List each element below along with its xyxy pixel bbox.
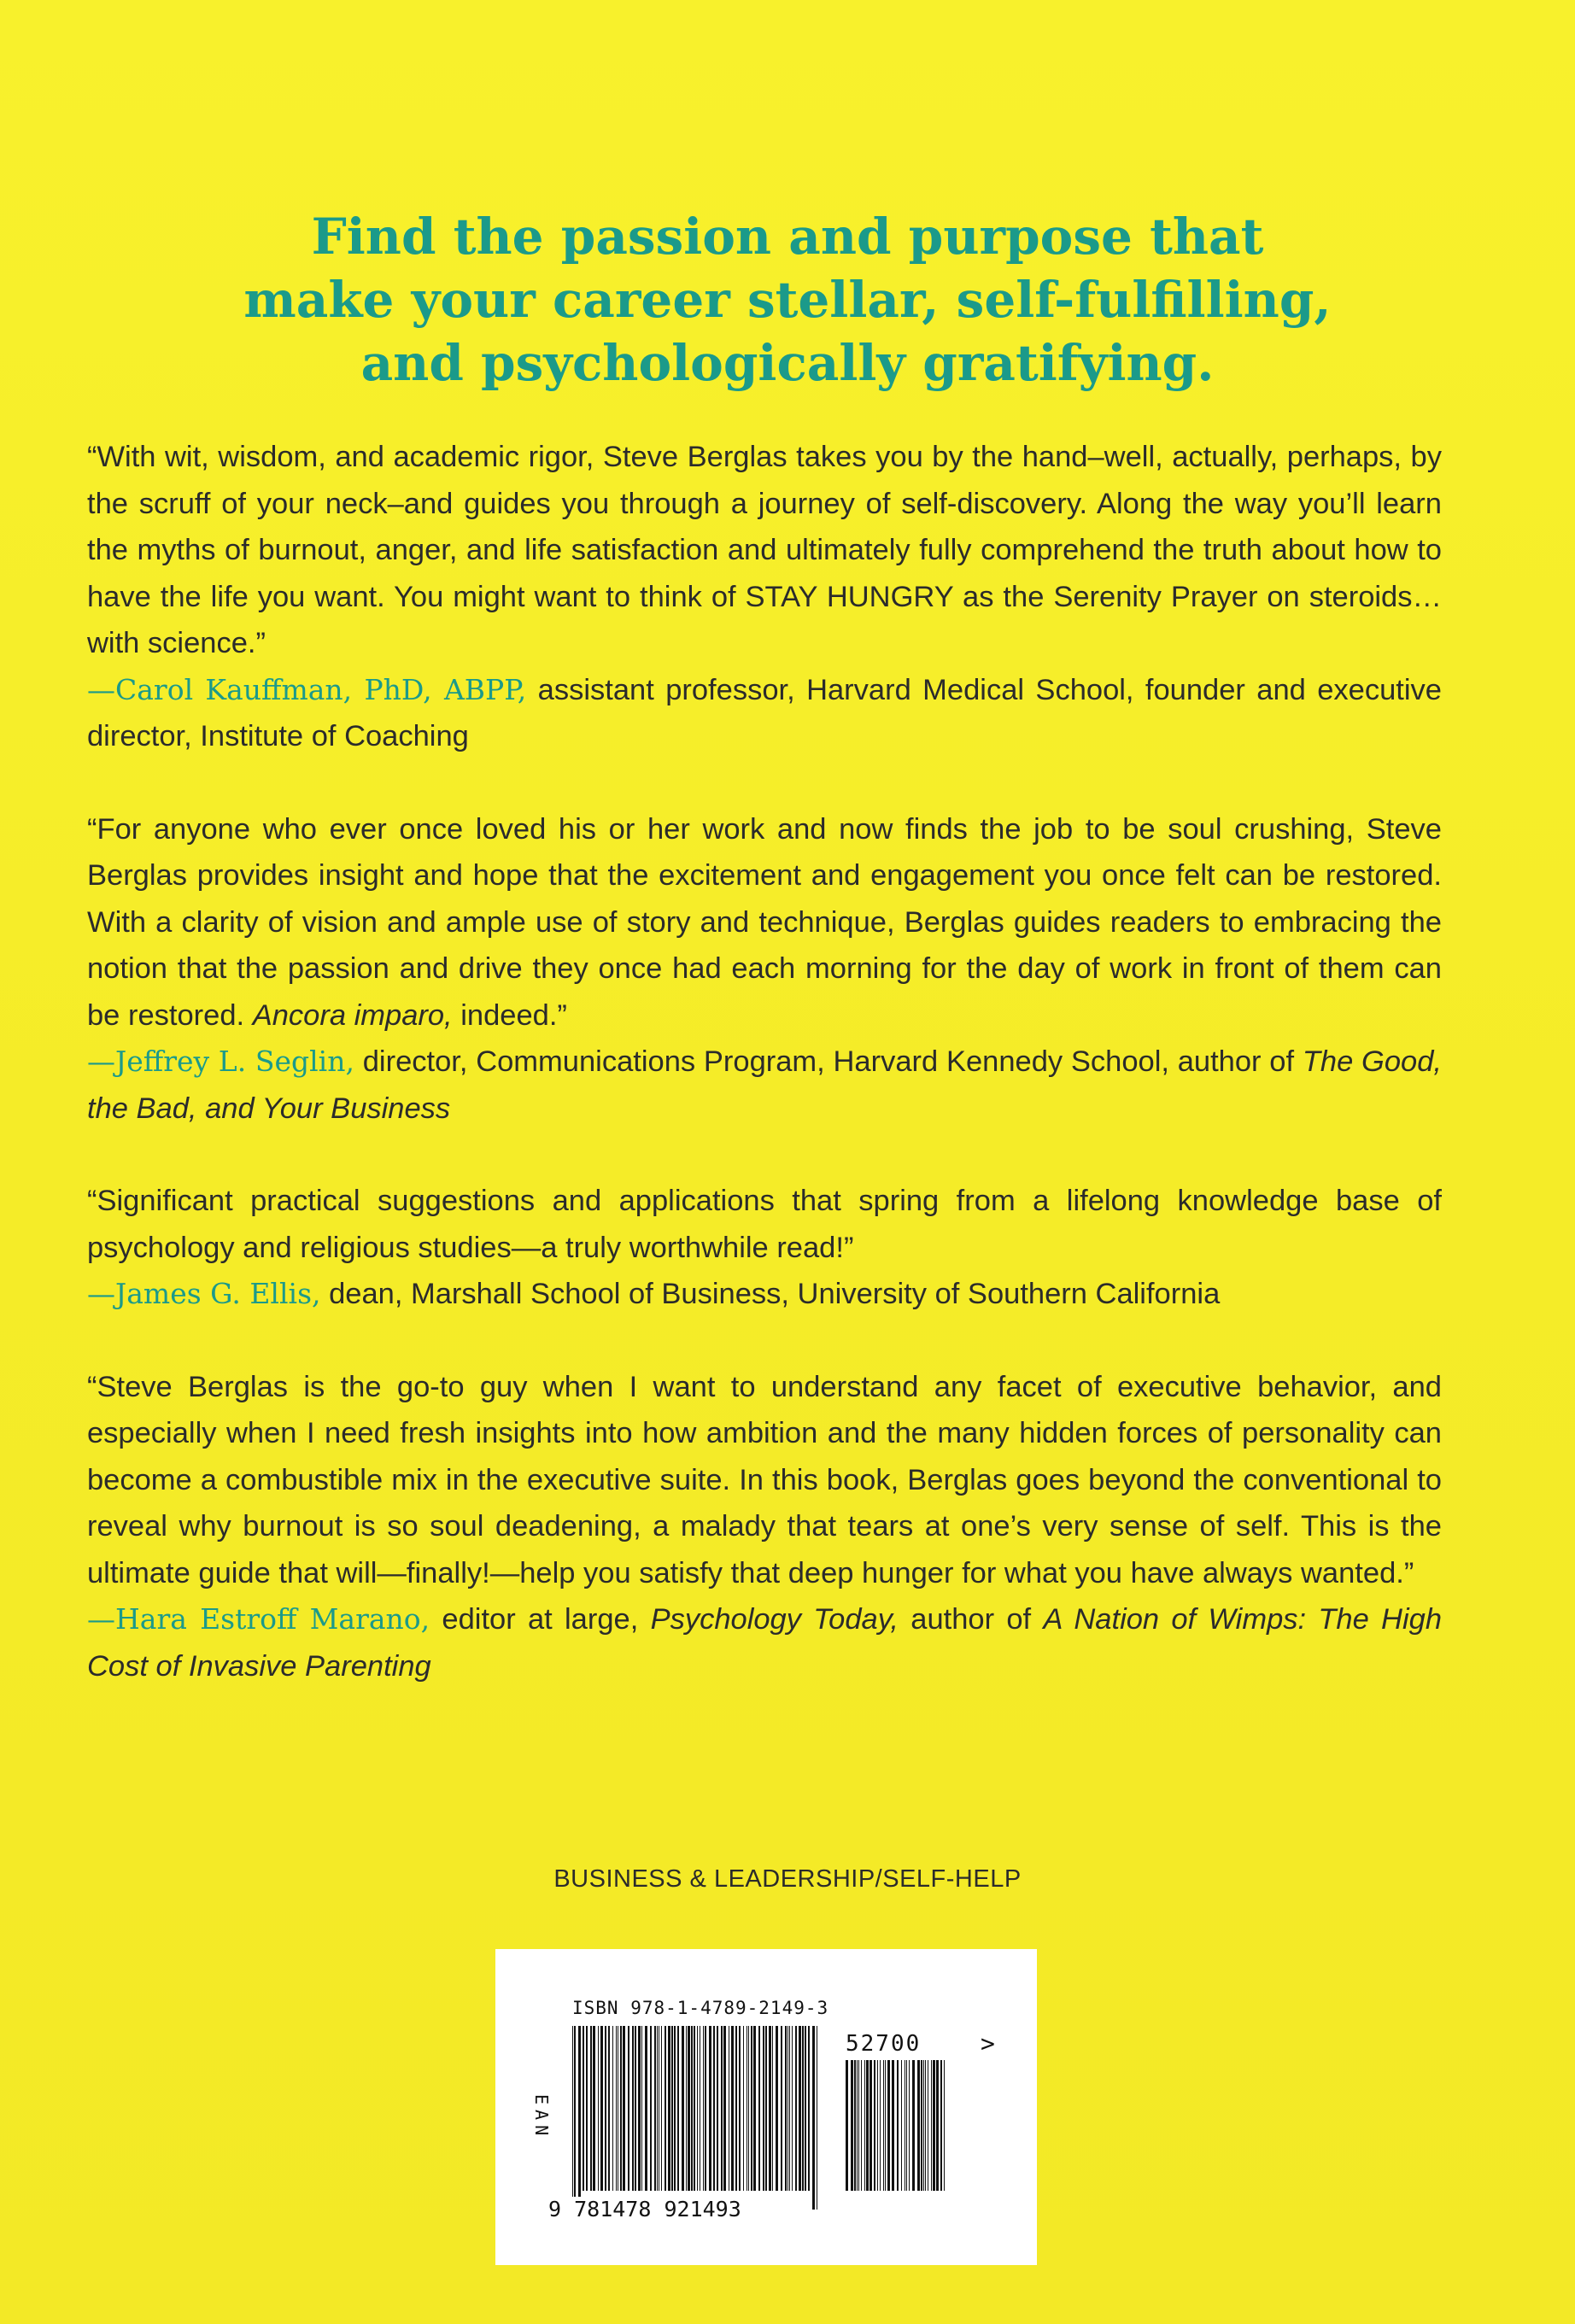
barcode-bar bbox=[874, 2060, 875, 2191]
barcode-bar bbox=[665, 2026, 666, 2191]
barcode-bar bbox=[781, 2026, 782, 2191]
barcode-bar bbox=[709, 2026, 711, 2191]
barcode-bar bbox=[925, 2060, 926, 2191]
endorser-role-2: author of bbox=[899, 1603, 1044, 1636]
barcode-bar bbox=[705, 2026, 706, 2191]
barcode-bar bbox=[713, 2026, 715, 2191]
barcode-bar bbox=[758, 2026, 760, 2191]
barcode-bar bbox=[641, 2026, 642, 2191]
endorser-role: director, Communications Program, Harvard Kennedy School, author of bbox=[354, 1045, 1303, 1078]
barcode-bar bbox=[583, 2026, 584, 2191]
headline-line-1: Find the passion and purpose that bbox=[311, 208, 1264, 266]
barcode-bar bbox=[691, 2026, 693, 2191]
barcode-bar bbox=[854, 2060, 856, 2191]
barcode-bar bbox=[912, 2060, 915, 2191]
barcode-bar bbox=[883, 2060, 884, 2191]
barcode-bar bbox=[721, 2026, 723, 2191]
endorser-name: —Hara Estroff Marano, bbox=[87, 1602, 430, 1636]
endorser-name: —James G. Ellis, bbox=[87, 1277, 321, 1310]
endorsement-4 bbox=[87, 1364, 1442, 1690]
barcode-bar bbox=[620, 2026, 622, 2191]
endorser-name: —Jeffrey L. Seglin, bbox=[87, 1045, 354, 1078]
barcode-bar bbox=[921, 2060, 922, 2191]
barcode-bar bbox=[578, 2026, 581, 2210]
barcode-bar bbox=[574, 2026, 576, 2210]
barcode-bar bbox=[751, 2026, 752, 2191]
barcode-bar bbox=[661, 2026, 662, 2191]
barcode-bar bbox=[605, 2026, 606, 2191]
endorsement-quote: “Steve Berglas is the go-to guy when I want to understand any facet of executive behavior, and especially when I need fresh insights into how ambition and the many hidden forces of personality can become a combustible mix in the executive suite. In this book, Berglas goes beyond the conventional to reveal why burnout is so soul deadening, a malady that tears at one’s very sense of self. This is the ultimate guide that will—finally!—help you satisfy that deep hunger for what you have always wanted.” bbox=[87, 1370, 1442, 1589]
ean-barcode bbox=[572, 2026, 820, 2210]
barcode-bar bbox=[869, 2060, 872, 2191]
barcode-bar bbox=[769, 2026, 771, 2191]
barcode-bar bbox=[931, 2060, 932, 2191]
barcode-bar bbox=[799, 2026, 801, 2191]
barcode-bar bbox=[572, 2026, 573, 2210]
barcode-bar bbox=[808, 2026, 810, 2191]
barcode-bar bbox=[887, 2060, 890, 2191]
ean-digits: 9 781478 921493 bbox=[548, 2197, 741, 2222]
endorser-book-title: The Good, the Bad, and Your Business bbox=[87, 1045, 1442, 1125]
barcode-bar bbox=[697, 2026, 698, 2191]
barcode-bar bbox=[735, 2026, 737, 2191]
barcode-bar bbox=[805, 2026, 806, 2191]
barcode-bar bbox=[688, 2026, 690, 2191]
endorsements bbox=[87, 434, 1442, 1736]
barcode-bar bbox=[623, 2026, 625, 2191]
barcode-bar bbox=[940, 2060, 942, 2191]
headline-line-2: make your career stellar, self-fulfilling, bbox=[243, 271, 1332, 329]
barcode-bar bbox=[686, 2026, 687, 2191]
barcode-bar bbox=[694, 2026, 695, 2191]
barcode-bar bbox=[772, 2026, 773, 2191]
barcode-bar bbox=[933, 2060, 935, 2191]
barcode-bar bbox=[674, 2026, 676, 2191]
barcode-bar bbox=[590, 2026, 592, 2191]
endorser-publication: Psychology Today, bbox=[650, 1603, 899, 1636]
barcode-bar bbox=[885, 2060, 886, 2191]
endorser-role: assistant professor, Harvard Medical School, founder and executive director, Institute of Coaching bbox=[87, 673, 1442, 752]
barcode-bar bbox=[858, 2060, 859, 2191]
barcode-bar bbox=[944, 2060, 945, 2191]
barcode-bar bbox=[776, 2026, 778, 2191]
barcode-bar bbox=[632, 2026, 634, 2191]
barcode-bar bbox=[612, 2026, 613, 2191]
barcode-bar bbox=[616, 2026, 617, 2191]
barcode-bar bbox=[748, 2026, 749, 2191]
barcode-bar bbox=[877, 2060, 878, 2191]
arrow-glyph: > bbox=[981, 2029, 995, 2058]
ean-label: EAN bbox=[531, 2094, 552, 2141]
barcode-bar bbox=[857, 2060, 858, 2191]
barcode-bar bbox=[628, 2026, 629, 2191]
endorsement-3 bbox=[87, 1178, 1442, 1318]
barcode-bar bbox=[743, 2026, 744, 2191]
barcode-panel bbox=[495, 1949, 1037, 2265]
barcode-bar bbox=[654, 2026, 656, 2191]
isbn-text: ISBN 978-1-4789-2149-3 bbox=[572, 1998, 829, 2018]
barcode-bar bbox=[864, 2060, 865, 2191]
barcode-bar bbox=[851, 2060, 853, 2191]
price-code: 52700 bbox=[846, 2031, 922, 2057]
barcode-bar bbox=[635, 2026, 636, 2191]
endorsement-2 bbox=[87, 806, 1442, 1133]
barcode-bar bbox=[586, 2026, 588, 2191]
endorsement-quote-italic: Ancora imparo, bbox=[252, 998, 453, 1032]
headline bbox=[154, 205, 1421, 395]
barcode-bar bbox=[598, 2026, 599, 2191]
barcode-bar bbox=[906, 2060, 907, 2191]
barcode-bar bbox=[880, 2060, 881, 2191]
barcode-bar bbox=[866, 2060, 869, 2191]
barcode-bar bbox=[923, 2060, 924, 2191]
barcode-bar bbox=[897, 2060, 899, 2191]
barcode-bar bbox=[812, 2026, 815, 2210]
endorser-role: dean, Marshall School of Business, University of Southern California bbox=[320, 1278, 1221, 1310]
barcode-bar bbox=[638, 2026, 641, 2191]
barcode-bar bbox=[892, 2060, 894, 2191]
endorser-role: editor at large, bbox=[430, 1603, 651, 1636]
barcode-bar bbox=[739, 2026, 741, 2191]
endorsement-1 bbox=[87, 434, 1442, 760]
endorsement-quote: “Significant practical suggestions and applications that spring from a lifelong knowledge base of psychology and religious studies—a truly worthwhile read!” bbox=[87, 1185, 1442, 1264]
barcode-bar bbox=[861, 2060, 862, 2191]
barcode-bar bbox=[753, 2026, 756, 2191]
barcode-bar bbox=[917, 2060, 920, 2191]
barcode-bar bbox=[650, 2026, 652, 2191]
barcode-bar bbox=[765, 2026, 767, 2191]
barcode-bar bbox=[671, 2026, 673, 2191]
category-label: BUSINESS & LEADERSHIP/SELF-HELP bbox=[553, 1865, 1022, 1893]
endorser-book-title: A Nation of Wimps: The High Cost of Invasive Parenting bbox=[87, 1603, 1443, 1683]
barcode-bar bbox=[723, 2026, 726, 2191]
endorsement-quote: “For anyone who ever once loved his or her work and now finds the job to be soul crushing, Steve Berglas provides insight and hope that the excitement and engagement you once felt can be restored. With a clarity of vision and ample use of story and technique, Berglas guides readers to embracing the notion that the passion and drive they once had each morning for the day of work in front of them can be restored. bbox=[87, 812, 1442, 1032]
barcode-bar bbox=[703, 2026, 704, 2191]
endorsement-quote-end: indeed.” bbox=[452, 998, 567, 1032]
barcode-bar bbox=[909, 2060, 910, 2191]
barcode-bar bbox=[668, 2026, 670, 2191]
barcode-bar bbox=[789, 2026, 790, 2191]
barcode-bar bbox=[936, 2060, 939, 2191]
barcode-bar bbox=[792, 2026, 793, 2191]
barcode-bar bbox=[763, 2026, 764, 2191]
barcode-bar bbox=[731, 2026, 734, 2191]
barcode-bar bbox=[593, 2026, 595, 2191]
barcode-bar bbox=[802, 2026, 804, 2191]
barcode-bar bbox=[608, 2026, 610, 2191]
barcode-bar bbox=[846, 2060, 848, 2191]
barcode-bar bbox=[657, 2026, 658, 2191]
barcode-bar bbox=[901, 2060, 902, 2191]
headline-line-3: and psychologically gratifying. bbox=[360, 334, 1215, 392]
endorsement-quote: “With wit, wisdom, and academic rigor, Steve Berglas takes you by the hand–well, actually, perhaps, by the scruff of your neck–and guides you through a journey of self-discovery. Along the way you’ll learn the myths of burnout, anger, and life satisfaction and ultimately fully comprehend the truth about how to have the life you want. You might want to think of STAY HUNGRY as the Serenity Prayer on steroids…with science.” bbox=[87, 441, 1442, 659]
barcode-bar bbox=[600, 2026, 603, 2191]
endorser-name: —Carol Kauffman, PhD, ABPP, bbox=[87, 672, 527, 706]
barcode-bar bbox=[645, 2026, 647, 2191]
barcode-bar bbox=[717, 2026, 718, 2191]
barcode-bar bbox=[682, 2026, 684, 2191]
barcode-bar bbox=[795, 2026, 797, 2191]
barcode-bar bbox=[785, 2026, 787, 2191]
price-barcode bbox=[846, 2060, 948, 2210]
barcode-bar bbox=[677, 2026, 679, 2191]
